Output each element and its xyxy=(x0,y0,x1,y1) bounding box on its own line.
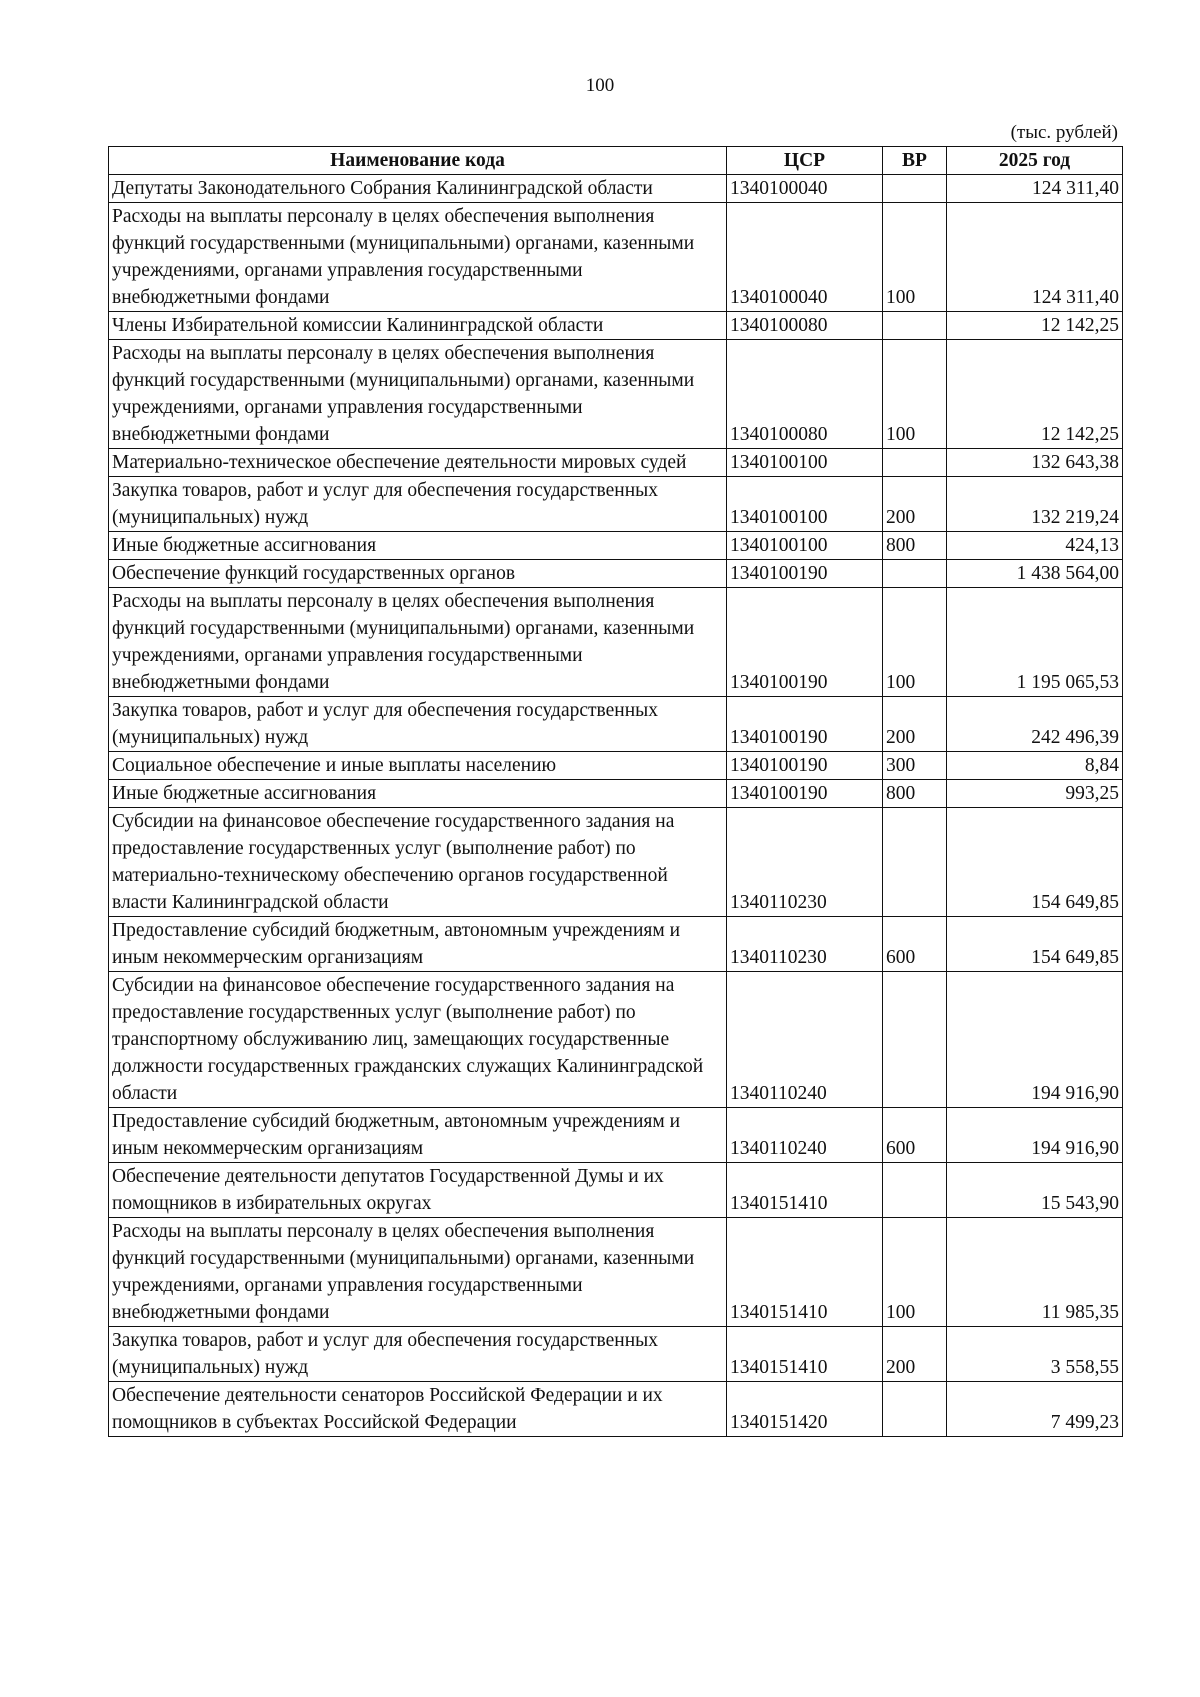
row-name-cell: Субсидии на финансовое обеспечение государственного задания на предоставление государственных услуг (выполнение работ) по материально-техническому обеспечению органов государственной власти Калининградской области xyxy=(109,808,727,917)
row-sum-cell: 194 916,90 xyxy=(947,1108,1123,1163)
row-name-cell: Обеспечение деятельности сенаторов Российской Федерации и их помощников в субъектах Российской Федерации xyxy=(109,1382,727,1437)
table-row xyxy=(109,1327,1123,1382)
table-row xyxy=(109,175,1123,203)
row-vr-cell xyxy=(883,1382,947,1437)
table-row xyxy=(109,697,1123,752)
table-row xyxy=(109,752,1123,780)
table-row xyxy=(109,972,1123,1108)
table-row xyxy=(109,1108,1123,1163)
row-csr-cell: 1340100190 xyxy=(727,752,883,780)
row-sum-cell: 1 438 564,00 xyxy=(947,560,1123,588)
table-row xyxy=(109,340,1123,449)
budget-table xyxy=(108,146,1123,1437)
row-csr-cell: 1340100040 xyxy=(727,175,883,203)
row-name-cell: Обеспечение функций государственных органов xyxy=(109,560,727,588)
row-vr-cell: 600 xyxy=(883,917,947,972)
row-csr-cell: 1340100080 xyxy=(727,312,883,340)
row-name-cell: Расходы на выплаты персоналу в целях обеспечения выполнения функций государственными (муниципальными) органами, казенными учреждениями, органами управления государственными внебюджетными фондами xyxy=(109,588,727,697)
row-sum-cell: 154 649,85 xyxy=(947,917,1123,972)
table-row xyxy=(109,532,1123,560)
table-row xyxy=(109,917,1123,972)
page-number: 100 xyxy=(585,75,615,96)
row-csr-cell: 1340100100 xyxy=(727,449,883,477)
row-sum-cell: 12 142,25 xyxy=(947,340,1123,449)
row-name-cell: Расходы на выплаты персоналу в целях обеспечения выполнения функций государственными (муниципальными) органами, казенными учреждениями, органами управления государственными внебюджетными фондами xyxy=(109,340,727,449)
table-row xyxy=(109,449,1123,477)
row-vr-cell: 100 xyxy=(883,1218,947,1327)
row-csr-cell: 1340151420 xyxy=(727,1382,883,1437)
table-row xyxy=(109,1218,1123,1327)
row-csr-cell: 1340100190 xyxy=(727,560,883,588)
row-sum-cell: 3 558,55 xyxy=(947,1327,1123,1382)
row-name-cell: Обеспечение деятельности депутатов Государственной Думы и их помощников в избирательных округах xyxy=(109,1163,727,1218)
row-csr-cell: 1340100080 xyxy=(727,340,883,449)
header-vr: ВР xyxy=(883,147,947,175)
units-label: (тыс. рублей) xyxy=(1010,122,1118,143)
row-sum-cell: 11 985,35 xyxy=(947,1218,1123,1327)
row-sum-cell: 132 643,38 xyxy=(947,449,1123,477)
row-sum-cell: 194 916,90 xyxy=(947,972,1123,1108)
row-name-cell: Предоставление субсидий бюджетным, автономным учреждениям и иным некоммерческим организациям xyxy=(109,917,727,972)
row-sum-cell: 7 499,23 xyxy=(947,1382,1123,1437)
row-sum-cell: 154 649,85 xyxy=(947,808,1123,917)
table-row xyxy=(109,477,1123,532)
row-name-cell: Иные бюджетные ассигнования xyxy=(109,780,727,808)
row-sum-cell: 242 496,39 xyxy=(947,697,1123,752)
row-csr-cell: 1340100190 xyxy=(727,780,883,808)
row-name-cell: Материально-техническое обеспечение деятельности мировых судей xyxy=(109,449,727,477)
row-csr-cell: 1340110230 xyxy=(727,808,883,917)
row-vr-cell: 300 xyxy=(883,752,947,780)
table-row xyxy=(109,312,1123,340)
row-vr-cell xyxy=(883,1163,947,1218)
row-vr-cell xyxy=(883,808,947,917)
row-vr-cell xyxy=(883,449,947,477)
row-vr-cell: 800 xyxy=(883,780,947,808)
table-row xyxy=(109,560,1123,588)
row-name-cell: Предоставление субсидий бюджетным, автономным учреждениям и иным некоммерческим организациям xyxy=(109,1108,727,1163)
row-csr-cell: 1340100190 xyxy=(727,697,883,752)
row-sum-cell: 424,13 xyxy=(947,532,1123,560)
row-vr-cell: 100 xyxy=(883,588,947,697)
row-csr-cell: 1340100100 xyxy=(727,532,883,560)
row-csr-cell: 1340110240 xyxy=(727,972,883,1108)
row-name-cell: Иные бюджетные ассигнования xyxy=(109,532,727,560)
row-sum-cell: 132 219,24 xyxy=(947,477,1123,532)
row-name-cell: Закупка товаров, работ и услуг для обеспечения государственных (муниципальных) нужд xyxy=(109,697,727,752)
row-vr-cell xyxy=(883,560,947,588)
table-row xyxy=(109,203,1123,312)
row-name-cell: Депутаты Законодательного Собрания Калининградской области xyxy=(109,175,727,203)
table-row xyxy=(109,1163,1123,1218)
row-name-cell: Члены Избирательной комиссии Калининградской области xyxy=(109,312,727,340)
row-sum-cell: 993,25 xyxy=(947,780,1123,808)
table-row xyxy=(109,588,1123,697)
row-name-cell: Субсидии на финансовое обеспечение государственного задания на предоставление государственных услуг (выполнение работ) по транспортному обслуживанию лиц, замещающих государственные должности государственных гражданских служащих Калининградской области xyxy=(109,972,727,1108)
row-vr-cell xyxy=(883,972,947,1108)
table-header-row xyxy=(109,147,1123,175)
row-sum-cell: 1 195 065,53 xyxy=(947,588,1123,697)
row-name-cell: Расходы на выплаты персоналу в целях обеспечения выполнения функций государственными (муниципальными) органами, казенными учреждениями, органами управления государственными внебюджетными фондами xyxy=(109,203,727,312)
row-vr-cell: 600 xyxy=(883,1108,947,1163)
row-vr-cell xyxy=(883,312,947,340)
row-vr-cell: 200 xyxy=(883,477,947,532)
row-name-cell: Закупка товаров, работ и услуг для обеспечения государственных (муниципальных) нужд xyxy=(109,477,727,532)
row-vr-cell xyxy=(883,175,947,203)
row-sum-cell: 8,84 xyxy=(947,752,1123,780)
row-sum-cell: 124 311,40 xyxy=(947,203,1123,312)
row-name-cell: Закупка товаров, работ и услуг для обеспечения государственных (муниципальных) нужд xyxy=(109,1327,727,1382)
header-name: Наименование кода xyxy=(109,147,727,175)
row-csr-cell: 1340110230 xyxy=(727,917,883,972)
row-sum-cell: 124 311,40 xyxy=(947,175,1123,203)
table-row xyxy=(109,808,1123,917)
header-csr: ЦСР xyxy=(727,147,883,175)
row-csr-cell: 1340100040 xyxy=(727,203,883,312)
row-vr-cell: 100 xyxy=(883,203,947,312)
row-csr-cell: 1340100190 xyxy=(727,588,883,697)
row-vr-cell: 200 xyxy=(883,1327,947,1382)
row-vr-cell: 800 xyxy=(883,532,947,560)
row-csr-cell: 1340151410 xyxy=(727,1163,883,1218)
row-vr-cell: 200 xyxy=(883,697,947,752)
row-csr-cell: 1340151410 xyxy=(727,1218,883,1327)
row-sum-cell: 15 543,90 xyxy=(947,1163,1123,1218)
row-vr-cell: 100 xyxy=(883,340,947,449)
row-sum-cell: 12 142,25 xyxy=(947,312,1123,340)
row-csr-cell: 1340110240 xyxy=(727,1108,883,1163)
table-row xyxy=(109,780,1123,808)
row-csr-cell: 1340100100 xyxy=(727,477,883,532)
table-row xyxy=(109,1382,1123,1437)
header-year: 2025 год xyxy=(947,147,1123,175)
row-name-cell: Социальное обеспечение и иные выплаты населению xyxy=(109,752,727,780)
row-name-cell: Расходы на выплаты персоналу в целях обеспечения выполнения функций государственными (муниципальными) органами, казенными учреждениями, органами управления государственными внебюджетными фондами xyxy=(109,1218,727,1327)
row-csr-cell: 1340151410 xyxy=(727,1327,883,1382)
